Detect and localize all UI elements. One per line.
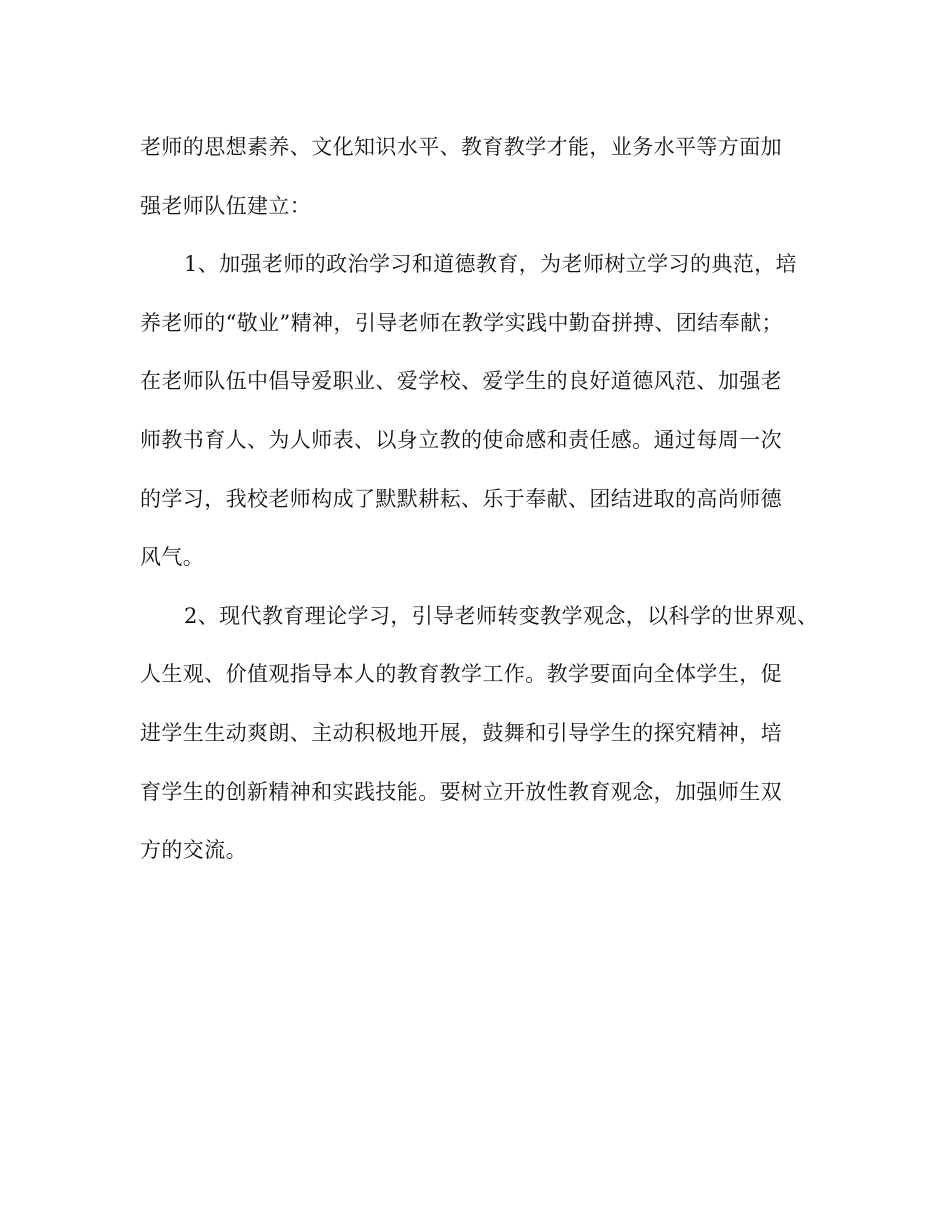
- text-line: 强老师队伍建立：: [140, 193, 312, 218]
- text-line: 师教书育人、为人师表、以身立教的使命感和责任感。通过每周一次: [140, 427, 782, 452]
- text-line: 在老师队伍中倡导爱职业、爱学校、爱学生的良好道德风范、加强老: [140, 369, 782, 394]
- text-line: 育学生的创新精神和实践技能。要树立开放性教育观念，加强师生双: [140, 779, 782, 804]
- text-line: 进学生生动爽朗、主动积极地开展，鼓舞和引导学生的探究精神，培: [140, 720, 782, 745]
- text-line: 的学习，我校老师构成了默默耕耘、乐于奉献、团结进取的高尚师德: [140, 486, 782, 511]
- text-line: 风气。: [140, 545, 205, 570]
- paragraph-1-start: 1、加强老师的政治学习和道德教育，为老师树立学习的典范，培: [184, 252, 797, 277]
- document-body: [140, 118, 830, 880]
- text-line: 老师的思想素养、文化知识水平、教育教学才能，业务水平等方面加: [140, 135, 782, 159]
- text-line: 养老师的“敬业”精神，引导老师在教学实践中勤奋拼搏、团结奉献；: [140, 310, 783, 335]
- text-line: 人生观、价值观指导本人的教育教学工作。教学要面向全体学生，促: [140, 662, 782, 687]
- paragraph-2-start: 2、现代教育理论学习，引导老师转变教学观念，以科学的世界观、: [184, 603, 819, 628]
- text-line: 方的交流。: [140, 838, 247, 863]
